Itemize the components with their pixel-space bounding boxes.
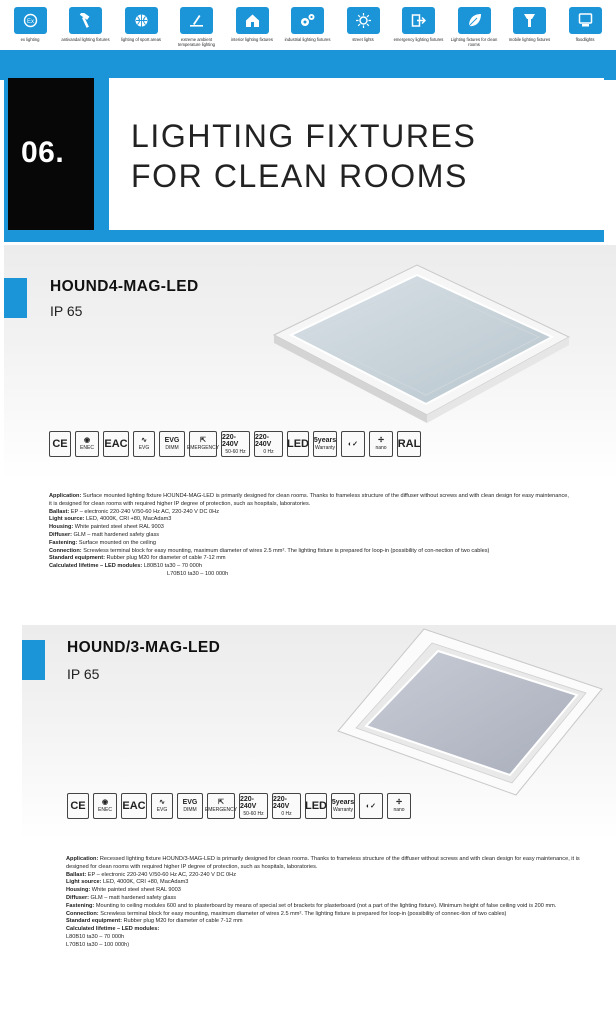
badge-sub-text: 50-60 Hz (243, 810, 264, 817)
hound4-fixture-image (269, 263, 574, 423)
section-title-line-2: FOR CLEAN ROOMS (131, 158, 468, 194)
certification-badge (159, 431, 185, 457)
spec-label: Application: (49, 493, 82, 499)
badge-sub-text: EMERGENCY (204, 807, 238, 813)
spec-value: EP – electronic 220-240 V/50-60 Hz AC, 220-240 V DC 0Hz (69, 508, 219, 515)
spec-line (49, 509, 569, 517)
certification-badge (331, 793, 355, 819)
spec-value: Screwless terminal block for easy mounting, maximum diameter of wires 2.5 mm². The lighting fixture is prepared for loop-in (possibility of con-nection of two cables) (81, 547, 490, 554)
badge-main-text: ✢ (396, 799, 402, 806)
certification-badge (359, 793, 383, 819)
nav-item-label: floodlights (575, 37, 595, 42)
badge-main-text: ◐✓ (365, 802, 377, 810)
nav-item-label: lighting of sport areas (120, 37, 162, 42)
ex-icon (23, 13, 38, 28)
house-icon (245, 13, 260, 28)
spec-line (66, 895, 586, 903)
certification-badge (313, 431, 337, 457)
spec-label: Housing: (66, 887, 91, 894)
badge-main-text: ⇱ (200, 437, 206, 444)
certification-badge (305, 793, 327, 819)
spec-value: L80B10 ta30 – 70 000h (142, 563, 202, 570)
sun-icon (356, 13, 371, 28)
certification-badge (387, 793, 411, 819)
spec-value: Recessed lighting fixture HOUND/3-MAG-LED is primarily designed for clean rooms. Thanks to frameless structure of the diffuser without screws and with clean design for easy maintenance, it is designed for clean rooms with required higher IP degree of protection, such as hospitals, laboratories. (66, 856, 580, 870)
badge-main-text: ◉ (83, 437, 91, 444)
certification-badge (272, 793, 301, 819)
badge-sub-text: nano (375, 445, 387, 451)
product-name: HOUND/3-MAG-LED (67, 639, 221, 656)
badge-sub-text: 50-60 Hz (225, 448, 246, 455)
spec-value: White painted steel sheet RAL 9003 (73, 524, 164, 531)
product-name: HOUND4-MAG-LED (50, 278, 199, 295)
spec-label: Fastening: (66, 902, 95, 909)
spec-line (66, 879, 586, 887)
nav-item-label: interior lighting fixtures (231, 37, 273, 42)
spec-value: LED, 4000K, CRI +80, MacAdam3 (84, 516, 172, 523)
spec-label: Connection: (49, 547, 82, 554)
nav-tile (458, 7, 491, 34)
badge-main-text: ⇱ (218, 799, 224, 806)
badge-main-text: CE (70, 799, 86, 812)
badge-main-text: RAL (397, 437, 421, 450)
spec-line (66, 926, 586, 934)
nav-item-label: ex lighting (20, 37, 40, 42)
nav-tile (347, 7, 380, 34)
spec-label: Ballast: (66, 871, 87, 878)
product-ip-rating: IP 65 (67, 666, 100, 682)
spec-label: Diffuser: (66, 894, 89, 901)
spec-line (49, 540, 569, 548)
nav-tile (125, 7, 158, 34)
badge-main-text: 220-240V (222, 433, 239, 448)
spec-line (49, 548, 569, 556)
nav-item[interactable] (171, 7, 223, 47)
section-header (4, 78, 604, 242)
nav-item[interactable] (60, 7, 112, 42)
spec-label: Standard equipment: (49, 555, 105, 562)
badge-main-text: 5years (313, 437, 337, 444)
badge-main-text: EVG (164, 437, 180, 444)
badge-sub-text: ENEC (80, 445, 94, 451)
badge-main-text: ∿ (141, 437, 147, 444)
spec-line (66, 856, 586, 872)
nav-item-label: Lighting fixtures for clean rooms (450, 37, 498, 47)
certification-badge (67, 793, 89, 819)
temperature-icon (189, 13, 204, 28)
nav-tile (236, 7, 269, 34)
badge-sub-text: Warranty (332, 807, 354, 813)
nav-item[interactable] (4, 7, 56, 42)
certification-badge (287, 431, 309, 457)
ball-icon (134, 13, 149, 28)
spec-line (49, 532, 569, 540)
spec-value: LED, 4000K, CRI +80, MacAdam3 (101, 879, 189, 886)
spec-value: Surface mounted lighting fixture HOUND4-MAG-LED is primarily designed for clean rooms. Thanks to frameless structure of the diffuser without screws and with clean design for easy maintenance, it is designed for clean rooms with required higher IP degree of protection, such as hospitals, laboratories. (49, 493, 569, 507)
nav-tile (69, 7, 102, 34)
badge-sub-text: DIMM (183, 807, 197, 813)
spec-value: Mounting to ceiling modules 600 and to plasterboard by means of special set of brackets for plasterboard (not a part of the lighting fixture). Minimum height of false ceiling void is 200 mm. (94, 902, 557, 909)
nav-item[interactable] (282, 7, 334, 42)
spec-label: Connection: (66, 910, 99, 917)
certification-badge (397, 431, 421, 457)
certification-badge (341, 431, 365, 457)
torch-icon (522, 13, 537, 28)
badge-sub-text: EVG (138, 445, 150, 451)
category-nav (0, 0, 616, 80)
badge-sub-text: DIMM (165, 445, 179, 451)
spec-label: Calculated lifetime – LED modules: (66, 926, 160, 933)
spec-label: Application: (66, 856, 99, 862)
certification-badge (177, 793, 203, 819)
spec-value: Rubber plug M20 for diameter of cable 7-12 mm (104, 555, 226, 562)
badge-main-text: ∿ (159, 799, 165, 806)
nav-item[interactable] (393, 7, 445, 42)
product-specs-hound4 (49, 493, 569, 579)
certification-badge (121, 793, 147, 819)
spec-line (66, 872, 586, 880)
badge-sub-text: EVG (156, 807, 168, 813)
nav-item-label: antivandal lighting fixtures (61, 37, 110, 42)
badge-main-text: 220-240V (273, 795, 290, 810)
spec-line (66, 903, 586, 911)
certification-badge (369, 431, 393, 457)
certification-badge (151, 793, 173, 819)
floodlight-icon (578, 13, 593, 28)
spec-label: Housing: (49, 524, 74, 531)
nav-item-label: industrial lighting fixtures (284, 37, 331, 42)
spec-label: Calculated lifetime – LED modules: (49, 563, 143, 570)
certification-badge (254, 431, 283, 457)
nav-item[interactable] (559, 7, 611, 42)
nav-item-label: extreme ambient temperature lighting (177, 37, 215, 47)
badge-main-text: ◉ (101, 799, 109, 806)
spec-line (49, 493, 569, 509)
product-panel-hound4 (4, 245, 616, 480)
certification-badge (103, 431, 129, 457)
spec-value: EP – electronic 220-240 V/50-60 Hz AC, 220-240 V DC 0Hz (86, 871, 236, 878)
spec-value: L80B10 ta30 – 70 000h (66, 933, 125, 940)
certification-badge (75, 431, 99, 457)
nav-item-label: mobile lighting fixtures (508, 37, 551, 42)
badge-main-text: ◐✓ (347, 440, 359, 448)
spec-value: L70B10 ta30 – 100 000h) (66, 941, 130, 948)
badge-main-text: LED (287, 437, 309, 450)
badge-main-text: EVG (182, 799, 198, 806)
badge-sub-text: 0 Hz (281, 810, 292, 817)
spec-value: White painted steel sheet RAL 9003 (90, 887, 181, 894)
badge-sub-text: EMERGENCY (186, 445, 220, 451)
spec-value: GLM – matt hardened safety glass (72, 531, 160, 538)
spec-line (66, 942, 586, 950)
hammer-icon (78, 13, 93, 28)
product-accent-bar (22, 640, 45, 680)
certification-badge (239, 793, 268, 819)
spec-value: Surface mounted on the ceiling (77, 539, 156, 546)
spec-label: Light source: (49, 516, 85, 523)
certification-badge (49, 431, 71, 457)
spec-label: Fastening: (49, 539, 78, 546)
badge-main-text: LED (305, 799, 327, 812)
nav-item[interactable] (504, 7, 556, 42)
exit-icon (411, 13, 426, 28)
product-ip-rating: IP 65 (50, 303, 83, 319)
badge-main-text: 220-240V (255, 433, 272, 448)
badge-sub-text: nano (393, 807, 405, 813)
product-specs-hound3 (66, 856, 586, 950)
certification-badge (93, 793, 117, 819)
nav-item[interactable] (226, 7, 278, 42)
spec-value: GLM – matt hardened safety glass (89, 894, 177, 901)
badge-sub-text: Warranty (314, 445, 336, 451)
badge-main-text: 5years (331, 799, 355, 806)
spec-value: Screwless terminal block for easy mounting, maximum diameter of wires 2.5 mm². The lighting fixture is prepared for loop-in (possibility of connec-tion of two cables) (98, 910, 507, 917)
spec-value: L70B10 ta30 – 100 000h (167, 570, 229, 577)
section-number: 06. (21, 136, 65, 169)
section-number-box (8, 78, 94, 230)
spec-label: Ballast: (49, 508, 70, 515)
nav-item[interactable] (115, 7, 167, 42)
spec-line (49, 571, 569, 579)
certification-badges (49, 431, 421, 457)
nav-item[interactable] (337, 7, 389, 42)
nav-item-label: emergency lighting fixtures (393, 37, 444, 42)
spec-line (49, 563, 569, 571)
badge-main-text: 220-240V (240, 795, 257, 810)
spec-line (66, 911, 586, 919)
product-accent-bar (4, 278, 27, 318)
spec-line (66, 918, 586, 926)
product-panel-hound3 (22, 625, 616, 840)
nav-tile (291, 7, 324, 34)
nav-item-label: street lights (352, 37, 374, 42)
nav-tile (180, 7, 213, 34)
badge-sub-text: ENEC (98, 807, 112, 813)
badge-main-text: ✢ (378, 437, 384, 444)
spec-label: Standard equipment: (66, 918, 122, 925)
nav-tile (513, 7, 546, 34)
spec-line (49, 555, 569, 563)
leaf-icon (467, 13, 482, 28)
nav-tile (402, 7, 435, 34)
certification-badge (204, 793, 238, 819)
section-title-box (109, 78, 604, 230)
badge-main-text: EAC (122, 799, 146, 812)
spec-label: Light source: (66, 879, 102, 886)
spec-line (49, 524, 569, 532)
nav-tile (569, 7, 602, 34)
badge-main-text: EAC (104, 437, 128, 450)
nav-blue-band (0, 50, 616, 80)
spec-label: Diffuser: (49, 531, 72, 538)
badge-sub-text: 0 Hz (263, 448, 274, 455)
spec-line (66, 934, 586, 942)
gears-icon (300, 13, 315, 28)
section-title-line-1: LIGHTING FIXTURES (131, 118, 477, 154)
certification-badge (221, 431, 250, 457)
badge-main-text: CE (52, 437, 68, 450)
certification-badge (186, 431, 220, 457)
certification-badges (67, 793, 411, 819)
nav-item[interactable] (448, 7, 500, 47)
certification-badge (133, 431, 155, 457)
svg-text:Ex: Ex (26, 19, 34, 25)
hound3-fixture-image (334, 627, 606, 797)
spec-line (49, 516, 569, 524)
spec-value: Rubber plug M20 for diameter of cable 7-12 mm (121, 918, 243, 925)
spec-line (66, 887, 586, 895)
nav-tile (14, 7, 47, 34)
